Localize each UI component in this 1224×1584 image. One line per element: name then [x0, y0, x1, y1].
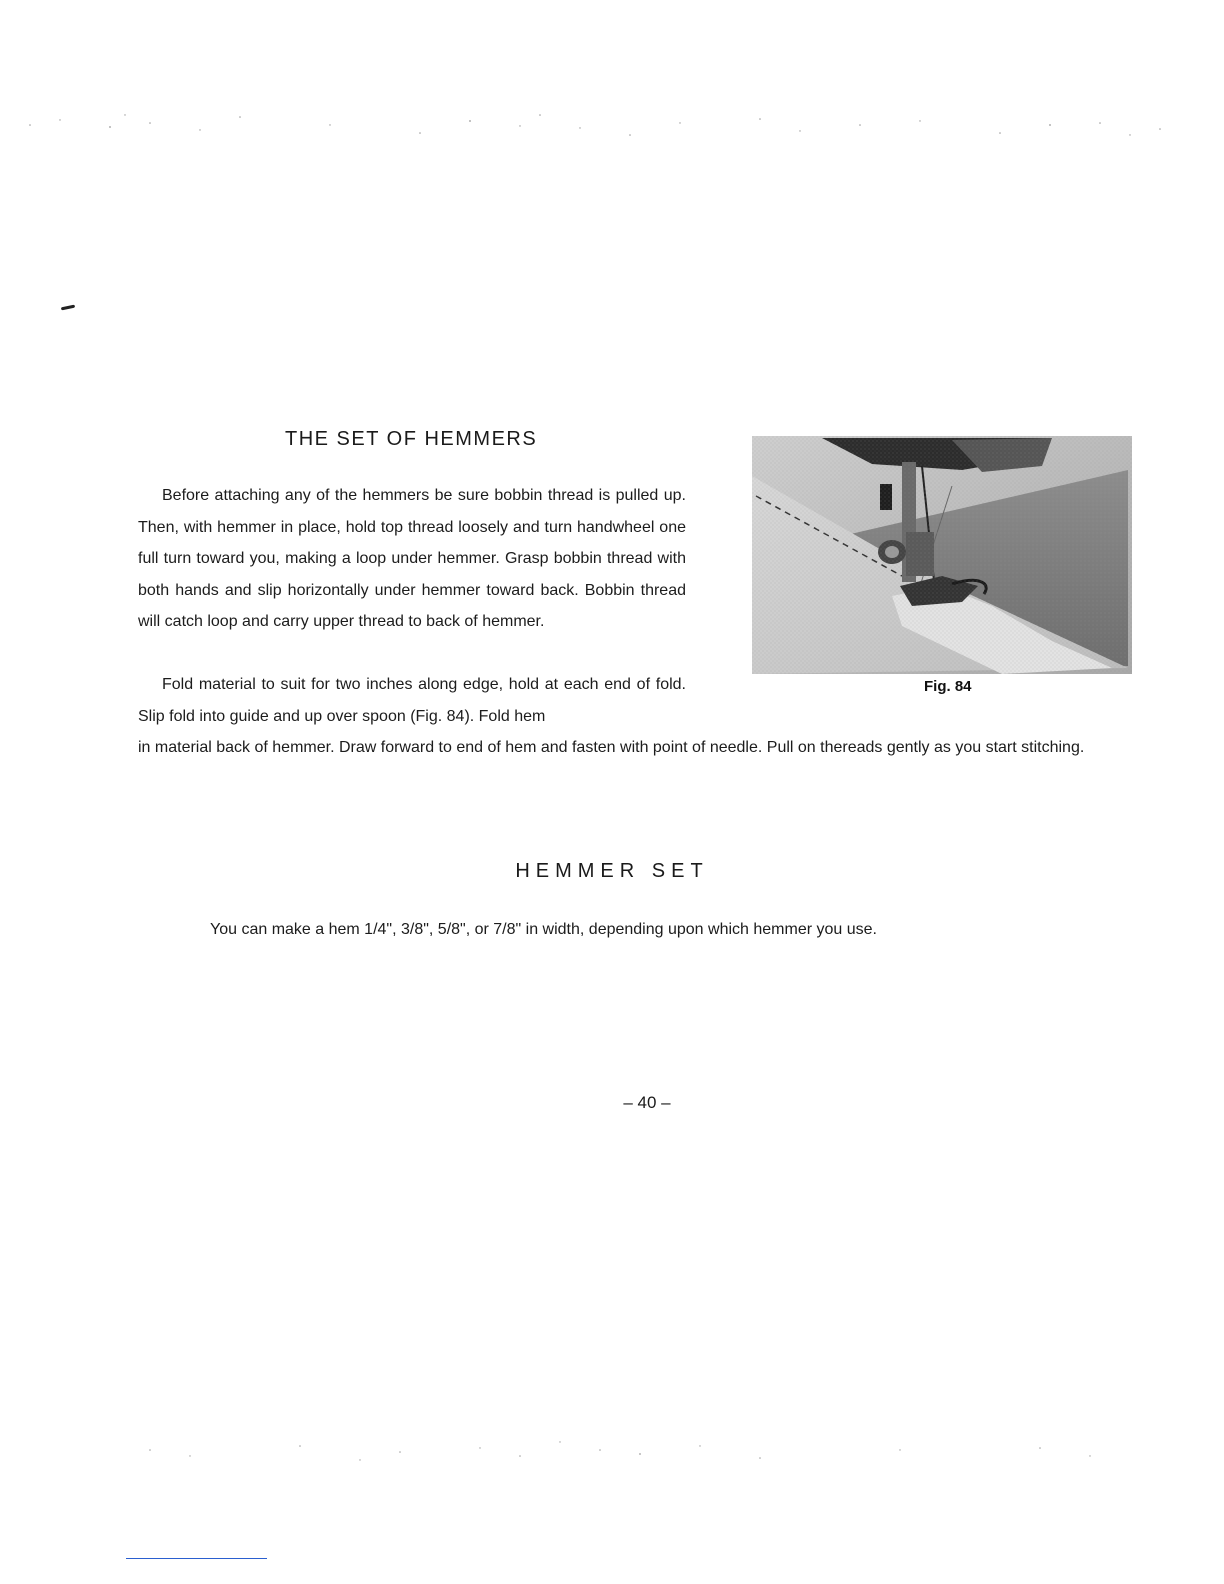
hemmer-foot-photo-icon	[752, 436, 1132, 674]
figure-caption: Fig. 84	[924, 678, 972, 695]
scan-specks-top	[0, 95, 1224, 155]
paragraph-fold-material-start: Fold material to suit for two inches along edge, hold at each end of fold. Slip fold into guide and up over spoon (Fig. 84). Fold hem	[138, 676, 686, 725]
scan-specks-bottom	[0, 1420, 1224, 1480]
paragraph-hemmer-widths: You can make a hem 1/4", 3/8", 5/8", or 7/8" in width, depending upon which hemmer you use.	[210, 921, 877, 938]
scan-mark	[61, 305, 75, 311]
page-number: – 40 –	[623, 1093, 671, 1112]
paragraph-fold-material-end: in material back of hemmer. Draw forward to end of hem and fasten with point of needle. Pull on thereads gently as you start stitching.	[138, 739, 1085, 756]
section-title-set-of-hemmers: THE SET OF HEMMERS	[285, 428, 538, 450]
paragraph-attach-hemmers: Before attaching any of the hemmers be sure bobbin thread is pulled up. Then, with hemmer in place, hold top thread loosely and turn handwheel one full turn toward you, making a loop under hemmer. Grasp bobbin thread with both hands and slip horizontally under hemmer toward back. Bobbin thread will catch loop and carry upper thread to back of hemmer.	[138, 487, 686, 630]
footer-rule	[126, 1558, 267, 1559]
section-title-hemmer-set: HEMMER SET	[515, 860, 709, 882]
